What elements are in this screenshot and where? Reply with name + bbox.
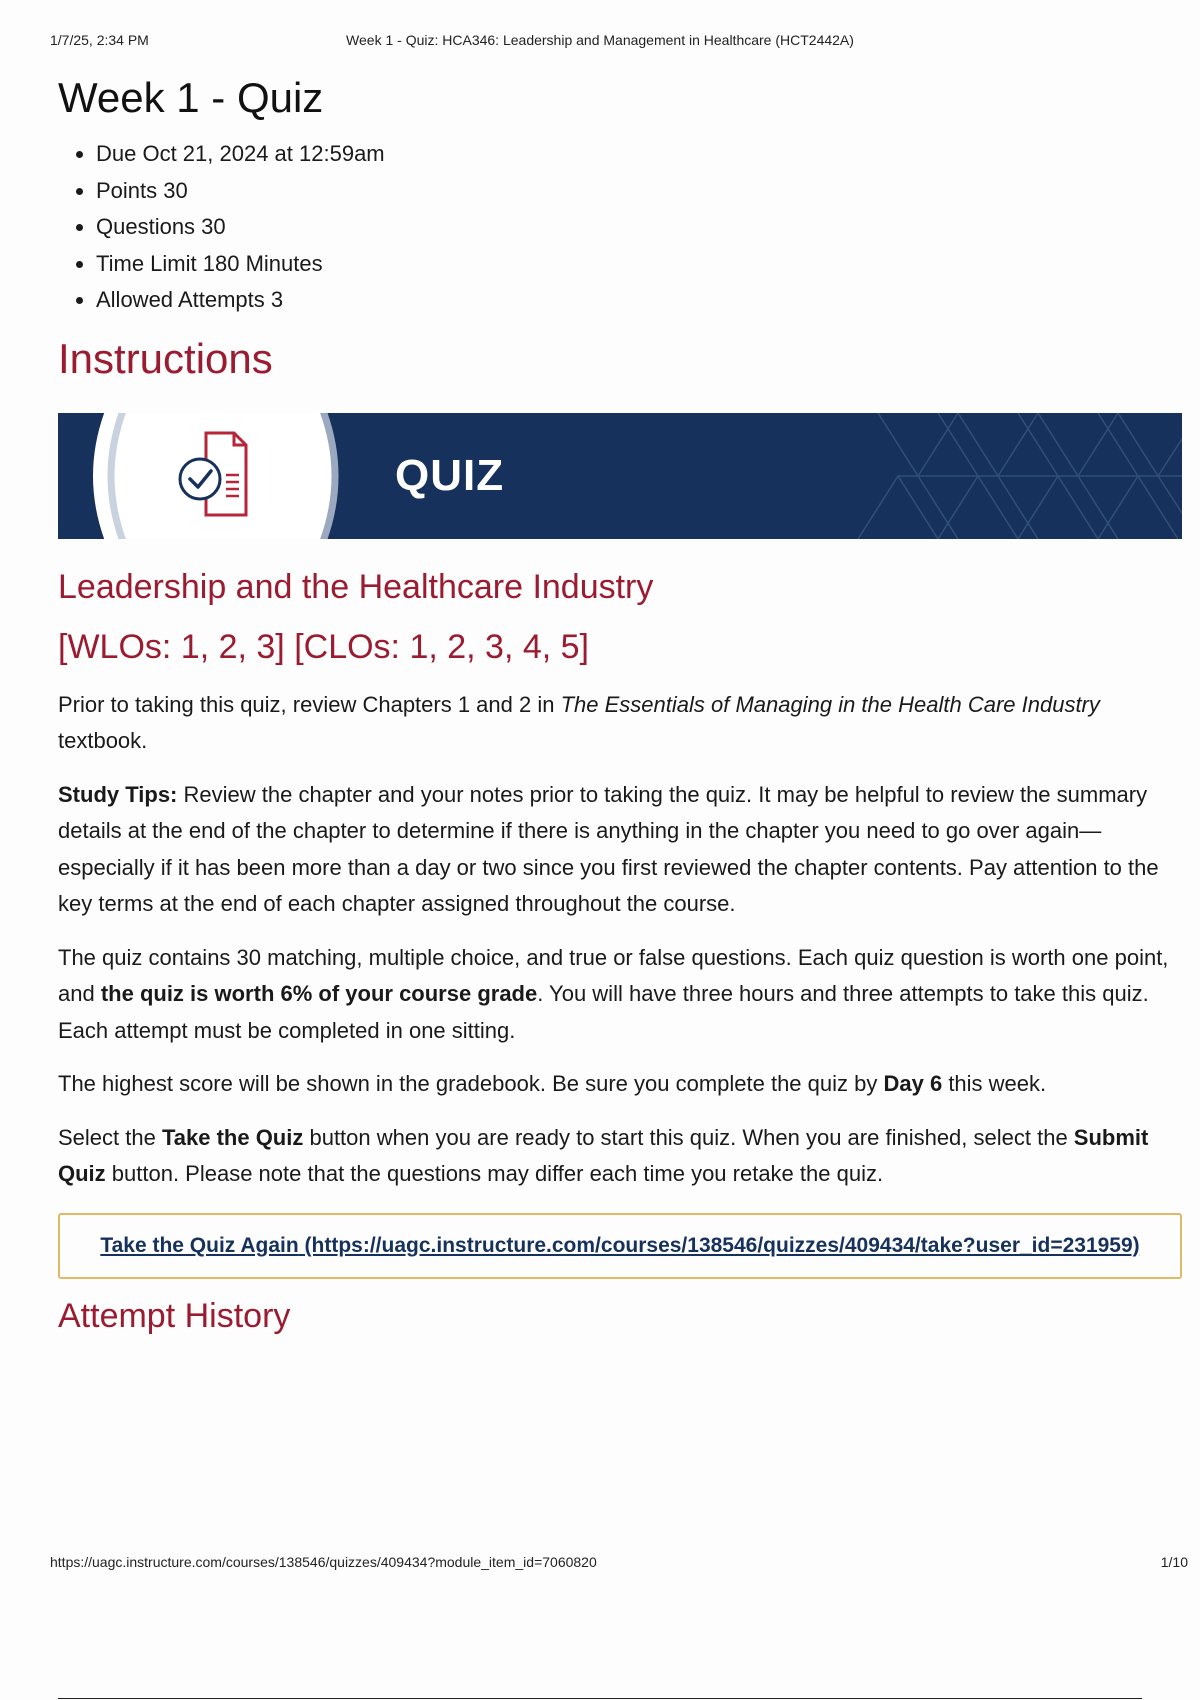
text: this week. bbox=[942, 1071, 1047, 1096]
take-quiz-box bbox=[58, 1213, 1182, 1279]
quiz-banner bbox=[58, 413, 1182, 539]
text: button. Please note that the questions may differ each time you retake the quiz. bbox=[105, 1161, 884, 1186]
text: textbook. bbox=[58, 728, 148, 753]
detail-points: • Points 30 bbox=[96, 173, 1182, 210]
text: The highest score will be shown in the gradebook. Be sure you complete the quiz by bbox=[58, 1071, 884, 1096]
detail-due: • Due Oct 21, 2024 at 12:59am bbox=[96, 136, 1182, 173]
attempt-history-heading: Attempt History bbox=[58, 1296, 291, 1335]
print-header bbox=[50, 32, 1150, 52]
bottom-divider bbox=[58, 1698, 1142, 1699]
take-quiz-again-link[interactable] bbox=[100, 1234, 1139, 1257]
detail-time-limit: • Time Limit 180 Minutes bbox=[96, 246, 1182, 283]
take-quiz-url: (https://uagc.instructure.com/courses/138546/quizzes/409434/take?user_id=231959) bbox=[304, 1233, 1140, 1257]
paragraph-how-to-start bbox=[58, 1120, 1182, 1193]
text: Select the bbox=[58, 1124, 162, 1150]
take-quiz-again-label: Take the Quiz Again bbox=[100, 1233, 299, 1257]
grade-weight: the quiz is worth 6% of your course grade bbox=[100, 981, 538, 1006]
text: Prior to taking this quiz, review Chapters 1 and 2 in bbox=[58, 691, 561, 717]
banner-triangle-pattern bbox=[858, 413, 1182, 539]
print-footer-url: https://uagc.instructure.com/courses/138546/quizzes/409434?module_item_id=7060820 bbox=[50, 1554, 597, 1570]
paragraph-quiz-format bbox=[58, 940, 1182, 1050]
page-title: Week 1 - Quiz bbox=[58, 74, 324, 121]
quiz-details-list bbox=[58, 136, 1182, 319]
paragraph-study-tips bbox=[58, 777, 1182, 923]
paragraph-deadline bbox=[58, 1066, 1182, 1103]
text: Review the chapter and your notes prior to taking the quiz. It may be helpful to review the summary details at the end of the chapter to determine if there is anything in the chapter you need to go over again—especially if it has been more than a day or two since you first reviewed the chapter contents. Pay attention to the key terms at the end of each chapter assigned throughout the course. bbox=[58, 781, 1159, 916]
text: . You will have three hours and three attempts to take this quiz. Each attempt must be completed in one sitting. bbox=[58, 981, 1149, 1043]
banner-label: QUIZ bbox=[395, 450, 505, 500]
take-quiz-term: Take the Quiz bbox=[161, 1124, 304, 1150]
print-document-title: Week 1 - Quiz: HCA346: Leadership and Management in Healthcare (HCT2442A) bbox=[346, 32, 854, 48]
book-title: The Essentials of Managing in the Health Care Industry bbox=[560, 691, 1100, 717]
detail-questions: • Questions 30 bbox=[96, 209, 1182, 246]
text: The quiz contains 30 matching, multiple choice, and true or false questions. Each quiz question is worth one point, and bbox=[58, 944, 1169, 1006]
submit-quiz-term: Submit Quiz bbox=[58, 1124, 1149, 1186]
paragraph-prior-reading bbox=[58, 687, 1182, 760]
deadline-day: Day 6 bbox=[883, 1071, 943, 1096]
instructions-heading: Instructions bbox=[58, 334, 273, 382]
section-subheading: Leadership and the Healthcare Industry bbox=[58, 567, 654, 606]
learning-outcomes: [WLOs: 1, 2, 3] [CLOs: 1, 2, 3, 4, 5] bbox=[58, 627, 590, 666]
page-number: 1/10 bbox=[1160, 1554, 1188, 1570]
print-date: 1/7/25, 2:34 PM bbox=[50, 32, 149, 48]
study-tips-label: Study Tips: bbox=[58, 781, 178, 807]
main-content bbox=[58, 74, 1182, 1336]
banner-graphic bbox=[58, 413, 1182, 539]
detail-allowed-attempts: • Allowed Attempts 3 bbox=[96, 282, 1182, 319]
text: button when you are ready to start this quiz. When you are finished, select the bbox=[303, 1124, 1074, 1150]
